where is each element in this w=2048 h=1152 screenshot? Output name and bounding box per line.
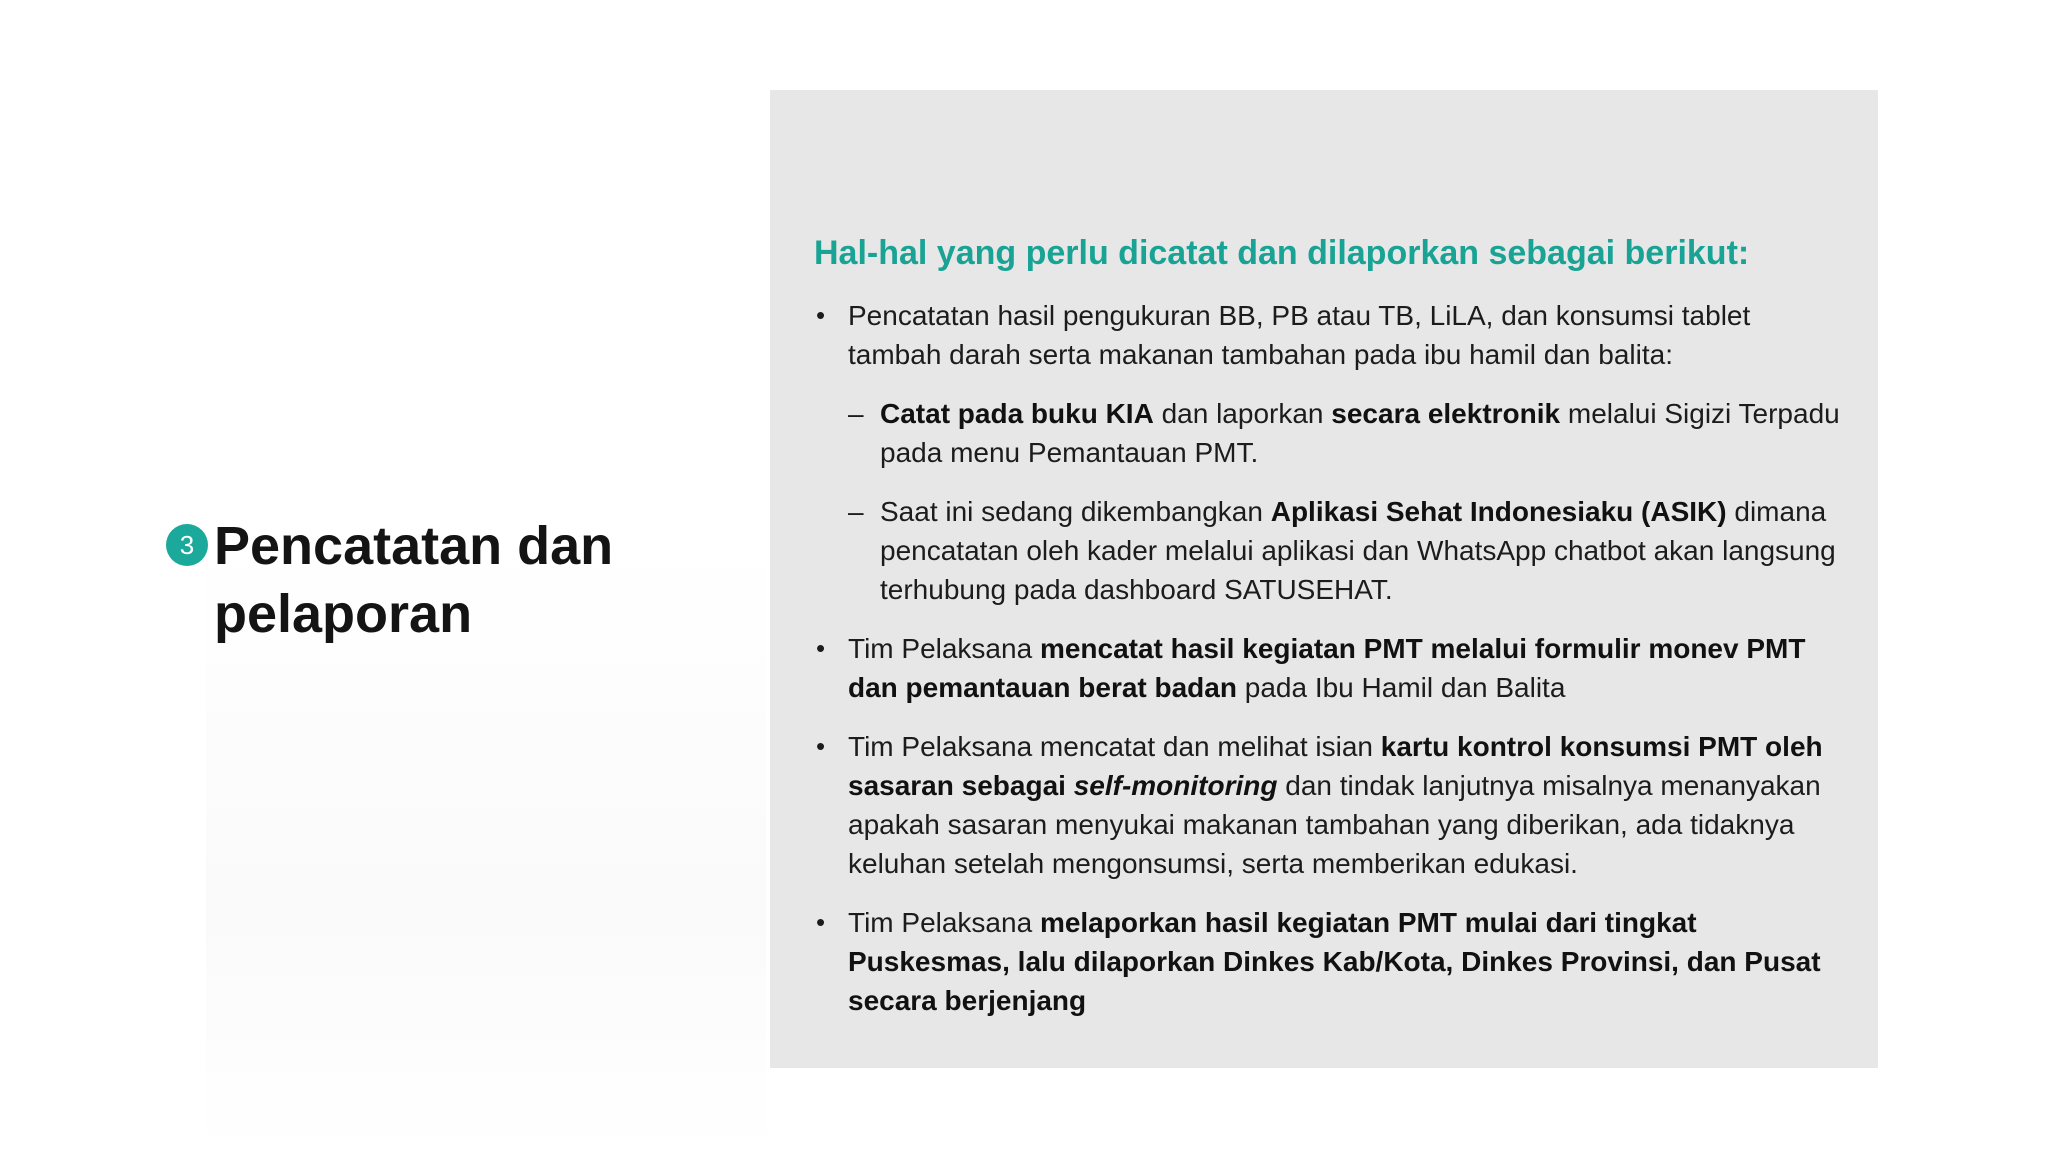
sub-list bbox=[848, 394, 1848, 609]
bullet-item-reporting bbox=[814, 903, 1848, 1020]
bold-text: kartu kontrol konsumsi PMT oleh sasaran sebagai bbox=[848, 731, 1823, 801]
panel-title: Hal-hal yang perlu dicatat dan dilaporkan sebagai berikut: bbox=[814, 234, 1750, 272]
text: pada Ibu Hamil dan Balita bbox=[1236, 672, 1566, 703]
bold-text: mencatat hasil kegiatan PMT melalui formulir monev PMT dan pemantauan berat badan bbox=[848, 633, 1806, 703]
bullet-item-monev bbox=[814, 629, 1848, 707]
italic-text: self-monitoring bbox=[1073, 770, 1278, 801]
text: Tim Pelaksana bbox=[848, 633, 1040, 664]
step-number: 3 bbox=[179, 529, 195, 560]
section-title: Pencatatan dan pelaporan bbox=[214, 516, 614, 644]
text: melalui Sigizi Terpadu pada menu Pemantauan PMT. bbox=[880, 398, 1840, 468]
step-number-badge bbox=[166, 524, 208, 566]
text: Tim Pelaksana mencatat dan melihat isian bbox=[848, 731, 1381, 762]
bullet-item-recording bbox=[814, 296, 1848, 609]
bold-text: Aplikasi Sehat Indonesiaku (ASIK) bbox=[1270, 496, 1727, 527]
bold-italic-text bbox=[1074, 770, 1278, 801]
section-heading bbox=[166, 512, 654, 648]
sub-item-kia bbox=[848, 394, 1848, 472]
bullet-text: Pencatatan hasil pengukuran BB, PB atau TB, LiLA, dan konsumsi tablet tambah darah serta makanan tambahan pada ibu hamil dan balita: bbox=[848, 300, 1751, 370]
text: Tim Pelaksana bbox=[848, 907, 1040, 938]
bullet-list bbox=[814, 296, 1848, 1020]
bold-text: melaporkan hasil kegiatan PMT mulai dari tingkat Puskesmas, lalu dilaporkan Dinkes Kab/Kota, Dinkes Provinsi, dan Pusat secara berjenjang bbox=[848, 907, 1821, 1016]
bold-text: secara elektronik bbox=[1331, 398, 1561, 429]
bullet-item-control-card bbox=[814, 727, 1848, 883]
content-panel bbox=[770, 90, 1878, 1068]
text: dan tindak lanjutnya misalnya menanyakan apakah sasaran menyukai makanan tambahan yang diberikan, ada tidaknya keluhan setelah mengonsumsi, serta memberikan edukasi. bbox=[848, 770, 1821, 879]
text: dimana pencatatan oleh kader melalui aplikasi dan WhatsApp chatbot akan langsung terhubung pada dashboard SATUSEHAT. bbox=[880, 496, 1836, 605]
sub-item-asik bbox=[848, 492, 1848, 609]
text: dan laporkan bbox=[1153, 398, 1332, 429]
bold-text: Catat pada buku KIA bbox=[880, 398, 1154, 429]
text: Saat ini sedang dikembangkan bbox=[880, 496, 1271, 527]
